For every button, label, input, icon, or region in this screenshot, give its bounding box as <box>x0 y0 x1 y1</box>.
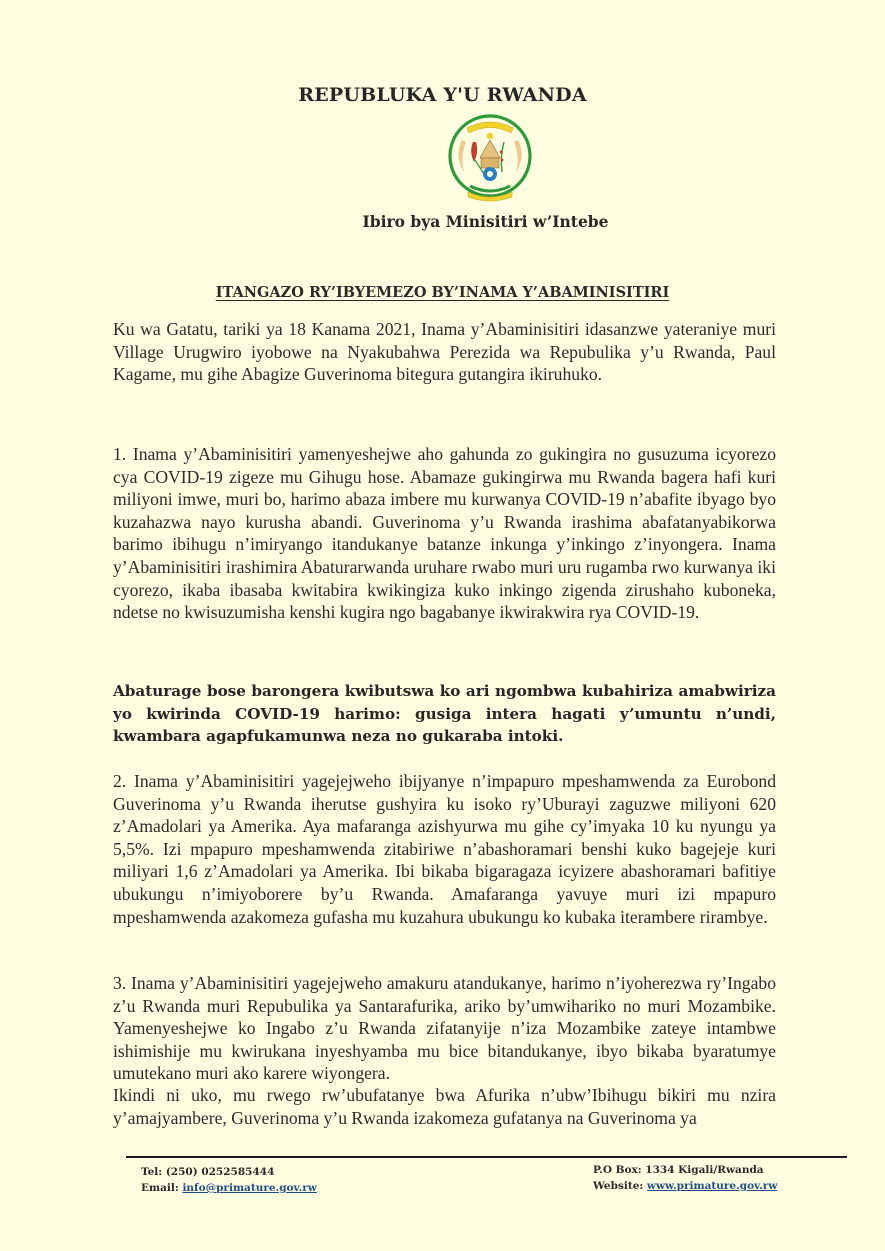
emblem-basket <box>480 140 500 158</box>
footer-address <box>593 1162 777 1194</box>
emblem-coffee-bean <box>501 159 504 162</box>
pobox-label: P.O Box: <box>593 1164 642 1176</box>
footer-email <box>141 1180 317 1196</box>
footer-contact <box>141 1164 317 1196</box>
emblem-right-wing <box>514 140 522 172</box>
website-link[interactable]: www.primature.gov.rw <box>646 1180 778 1192</box>
emblem-coffee-branch <box>501 142 504 172</box>
republic-heading: REPUBLUKA Y'U RWANDA <box>298 84 587 106</box>
emblem-basket-base <box>481 158 499 168</box>
emblem-coffee-bean <box>500 151 503 154</box>
email-label: Email: <box>141 1182 179 1194</box>
tel-label: Tel: <box>141 1166 163 1178</box>
emblem-cog-hole <box>487 171 493 177</box>
emblem-knot <box>470 186 510 191</box>
paragraph-3: 3. Inama y’Abaminisitiri yagejejweho amakuru atandukanye, harimo n’iyoherezwa ry’Ingabo z’u Rwanda muri Repubulika ya Santarafurika, ariko by’umwihariko no muri Mozambike. Yamenyeshejwe ko Ingabo z’u Rwanda zifatanyije n’iza Mozambike zateye intambwe ishimishije mu kwirukana inyeshyamba mu bice bitandukanye, ibyo bikaba byaratumye umutekano muri ako karere wiyongera. <box>113 973 776 1084</box>
pobox-value: 1334 Kigali/Rwanda <box>645 1164 764 1176</box>
footer-tel <box>141 1164 317 1180</box>
rwanda-coat-of-arms-icon <box>440 110 540 205</box>
footer-website <box>593 1178 777 1194</box>
footer-pobox <box>593 1162 777 1178</box>
emblem-top-ribbon <box>467 122 513 133</box>
emblem-left-wing <box>458 140 466 172</box>
tel-value: (250) 0252585444 <box>165 1166 275 1178</box>
paragraph-3-continued: Ikindi ni uko, mu rwego rw’ubufatanye bwa Afurika n’ubw’Ibihugu bikiri mu nzira y’amajyambere, Guverinoma y’u Rwanda izakomeza gufatanya na Guverinoma ya <box>113 1085 776 1128</box>
paragraph-2: 2. Inama y’Abaminisitiri yagejejweho ibijyanye n’impapuro mpeshamwenda za Eurobond Guverinoma y’u Rwanda iherutse gushyira ku isoko ry’Uburayi zaguzwe miliyoni 620 z’Amadolari ya Amerika. Aya mafaranga azishyurwa mu gihe cy’imyaka 10 ku nyungu ya 5,5%. Izi mpapuro mpeshamwenda zitabiriwe n’abashoramari benshi kuko bagejeje kuri miliyari 1,6 z’Amadolari ya Amerika. Ibi bikaba bigaragaza icyizere abashoramari bafitiye ubukungu n’imiyoborere by’u Rwanda. Amafaranga yavuye muri izi mpapuro mpeshamwenda azakomeza gufasha mu kuzahura ubukungu ko kubaka iterambere rirambye. <box>113 771 776 927</box>
intro-paragraph: Ku wa Gatatu, tariki ya 18 Kanama 2021, Inama y’Abaminisitiri idasanzwe yateraniye muri Village Urugwiro iyobowe na Nyakubahwa Perezida wa Repubulika y’u Rwanda, Paul Kagame, mu gihe Abagize Guverinoma bitegura gutangira ikiruhuko. <box>113 319 776 385</box>
emblem-graphic <box>440 110 540 205</box>
covid-warning-paragraph: Abaturage bose barongera kwibutswa ko ari ngombwa kubahiriza amabwiriza yo kwirinda COVID-19 harimo: gusiga intera hagati y’umuntu n’undi, kwambara agapfukamunwa neza no gukaraba intoki. <box>113 682 776 746</box>
office-name: Ibiro bya Minisitiri w’Intebe <box>362 212 609 231</box>
footer-divider <box>126 1156 847 1158</box>
emblem-sun-icon <box>487 133 493 139</box>
emblem-sorghum <box>471 142 477 162</box>
paragraph-1: 1. Inama y’Abaminisitiri yamenyeshejwe aho gahunda zo gukingira no gusuzuma icyorezo cya COVID-19 zigeze mu Gihugu hose. Abamaze gukingirwa mu Rwanda bagera hafi kuri miliyoni imwe, muri bo, harimo abaza imbere mu kurwanya COVID-19 n’abafite ibyago byo kuzahazwa nayo kurusha abandi. Guverinoma y’u Rwanda irashima abafatanyabikorwa barimo ibihugu n’imiryango itandukanye batanze inkunga y’inkingo z’inyongera. Inama y’Abaminisitiri irashimira Abaturarwanda uruhare rwabo muri uru rugamba rwo kurwanya iki cyorezo, ikaba ibasaba kwitabira kwikingiza kuko inkingo zigenda zirushaho kuboneka, ndetse no kwisuzumisha kenshi kugira ngo bagabanye ikwirakwira rya COVID-19. <box>113 444 776 623</box>
document-title: ITANGAZO RY’IBYEMEZO BY’INAMA Y’ABAMINISITIRI <box>215 284 670 301</box>
website-label: Website: <box>593 1180 644 1192</box>
email-link[interactable]: info@primature.gov.rw <box>182 1182 317 1194</box>
